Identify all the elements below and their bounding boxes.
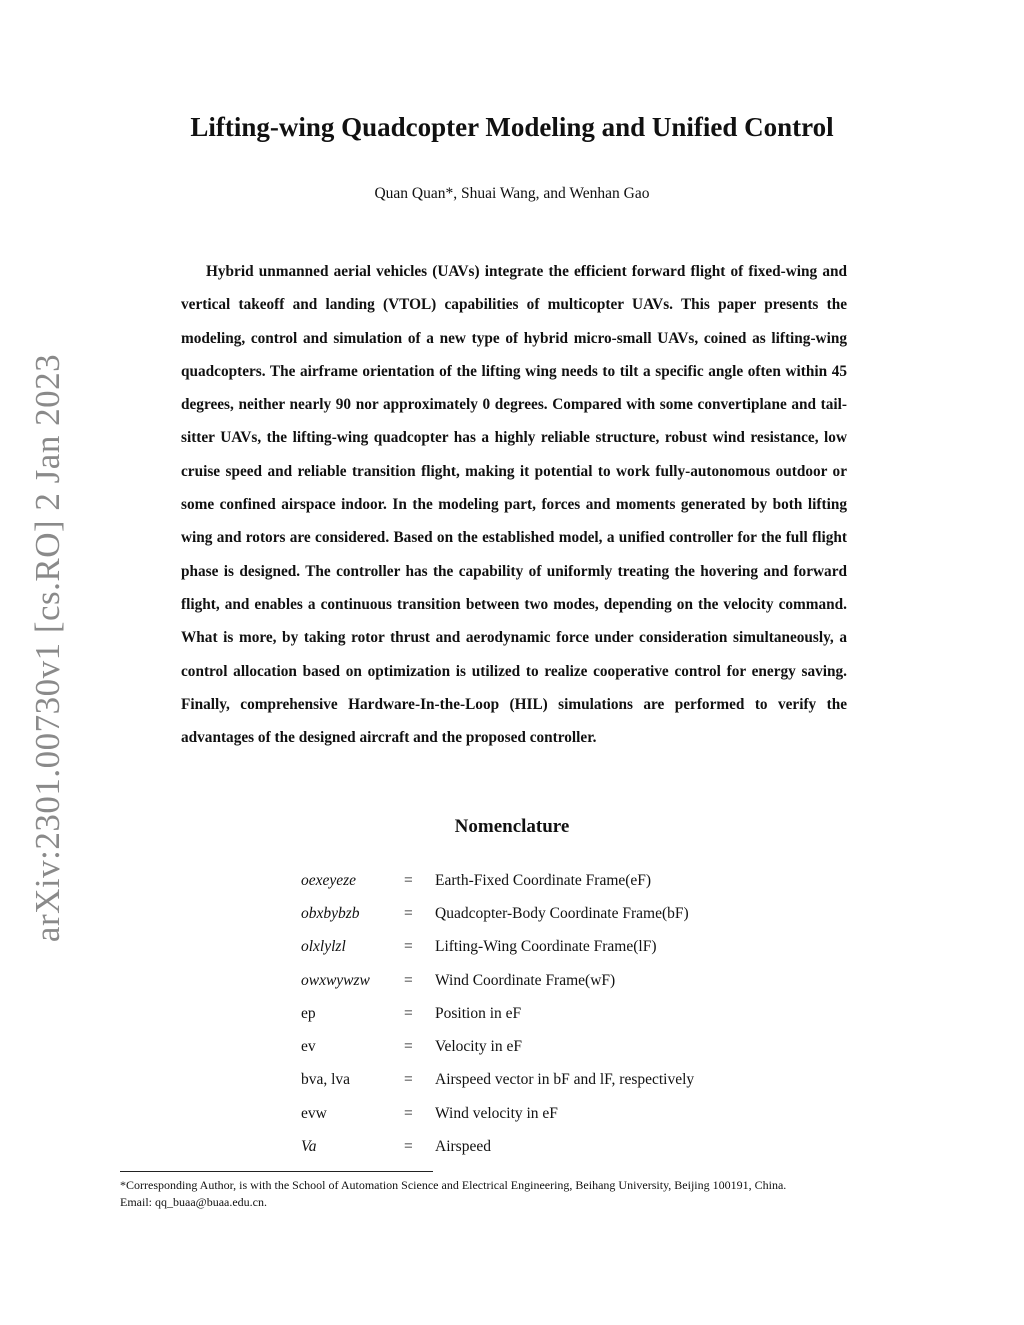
footnote (120, 1177, 920, 1211)
nomenclature-equals: = (404, 1071, 413, 1089)
nomenclature-definition: Quadcopter-Body Coordinate Frame(bF) (435, 904, 689, 922)
nomenclature-equals: = (404, 938, 413, 956)
nomenclature-definition: Earth-Fixed Coordinate Frame(eF) (435, 871, 652, 889)
nomenclature-row (301, 897, 694, 930)
footnote-email: Email: qq_buaa@buaa.edu.cn. (120, 1195, 267, 1209)
nomenclature-row (301, 864, 694, 897)
paper-title: Lifting-wing Quadcopter Modeling and Unified Control (190, 112, 834, 142)
nomenclature-symbol: olxlylzl (301, 938, 346, 956)
nomenclature-symbol: Va (301, 1138, 317, 1156)
nomenclature-equals: = (404, 1038, 413, 1056)
author-list: Quan Quan*, Shuai Wang, and Wenhan Gao (374, 185, 650, 202)
nomenclature-definition: Velocity in eF (435, 1038, 522, 1056)
nomenclature-equals: = (404, 1138, 413, 1156)
arxiv-id: arXiv:2301.00730v1 [cs.RO] 2 Jan 2023 (28, 353, 67, 942)
nomenclature-row (301, 997, 694, 1030)
nomenclature-symbol: oexeyeze (301, 871, 357, 889)
nomenclature-list (301, 864, 694, 1164)
nomenclature-symbol: obxbybzb (301, 904, 360, 922)
nomenclature-definition: Position in eF (435, 1004, 522, 1022)
nomenclature-heading: Nomenclature (454, 816, 570, 837)
nomenclature-definition: Airspeed (435, 1138, 491, 1156)
nomenclature-row (301, 1130, 694, 1163)
footnote-divider (120, 1171, 433, 1172)
arxiv-sidebar-stamp (20, 353, 76, 942)
nomenclature-row (301, 1030, 694, 1063)
nomenclature-equals: = (404, 904, 413, 922)
nomenclature-row (301, 964, 694, 997)
nomenclature-equals: = (404, 1104, 413, 1122)
nomenclature-equals: = (404, 871, 413, 889)
abstract: Hybrid unmanned aerial vehicles (UAVs) integrate the efficient forward flight of fixed-wing and vertical takeoff and landing (VTOL) capabilities of multicopter UAVs. This paper presents the modeling, control and simulation of a new type of hybrid micro-small UAVs, coined as lifting-wing quadcopters. The airframe orientation of the lifting wing needs to tilt a specific angle often within 45 degrees, neither nearly 90 nor approximately 0 degrees. Compared with some convertiplane and tail-sitter UAVs, the lifting-wing quadcopter has a highly reliable structure, robust wind resistance, low cruise speed and reliable transition flight, making it potential to work fully-autonomous outdoor or some confined airspace indoor. In the modeling part, forces and moments generated by both lifting wing and rotors are considered. Based on the established model, a unified controller for the full flight phase is designed. The controller has the capability of uniformly treating the hovering and forward flight, and enables a continuous transition between two modes, depending on the velocity command. What is more, by taking rotor thrust and aerodynamic force under consideration simultaneously, a control allocation based on optimization is utilized to realize cooperative control for energy saving. Finally, comprehensive Hardware-In-the-Loop (HIL) simulations are performed to verify the advantages of the designed aircraft and the proposed controller. (181, 263, 847, 747)
nomenclature-definition: Wind Coordinate Frame(wF) (435, 971, 616, 989)
footnote-text: *Corresponding Author, is with the School of Automation Science and Electrical Engineering, Beihang University, Beijing 100191, China. (120, 1178, 787, 1192)
nomenclature-row (301, 1064, 694, 1097)
nomenclature-symbol: bva, lva (301, 1071, 351, 1089)
nomenclature-row (301, 1097, 694, 1130)
nomenclature-symbol: evw (301, 1104, 327, 1122)
nomenclature-row (301, 931, 694, 964)
nomenclature-definition: Lifting-Wing Coordinate Frame(lF) (435, 938, 657, 956)
nomenclature-equals: = (404, 1004, 413, 1022)
nomenclature-symbol: ep (301, 1004, 316, 1022)
nomenclature-symbol: owxwywzw (301, 971, 370, 989)
nomenclature-equals: = (404, 971, 413, 989)
nomenclature-symbol: ev (301, 1038, 316, 1056)
nomenclature-definition: Airspeed vector in bF and lF, respectively (435, 1071, 695, 1089)
nomenclature-definition: Wind velocity in eF (435, 1104, 558, 1122)
